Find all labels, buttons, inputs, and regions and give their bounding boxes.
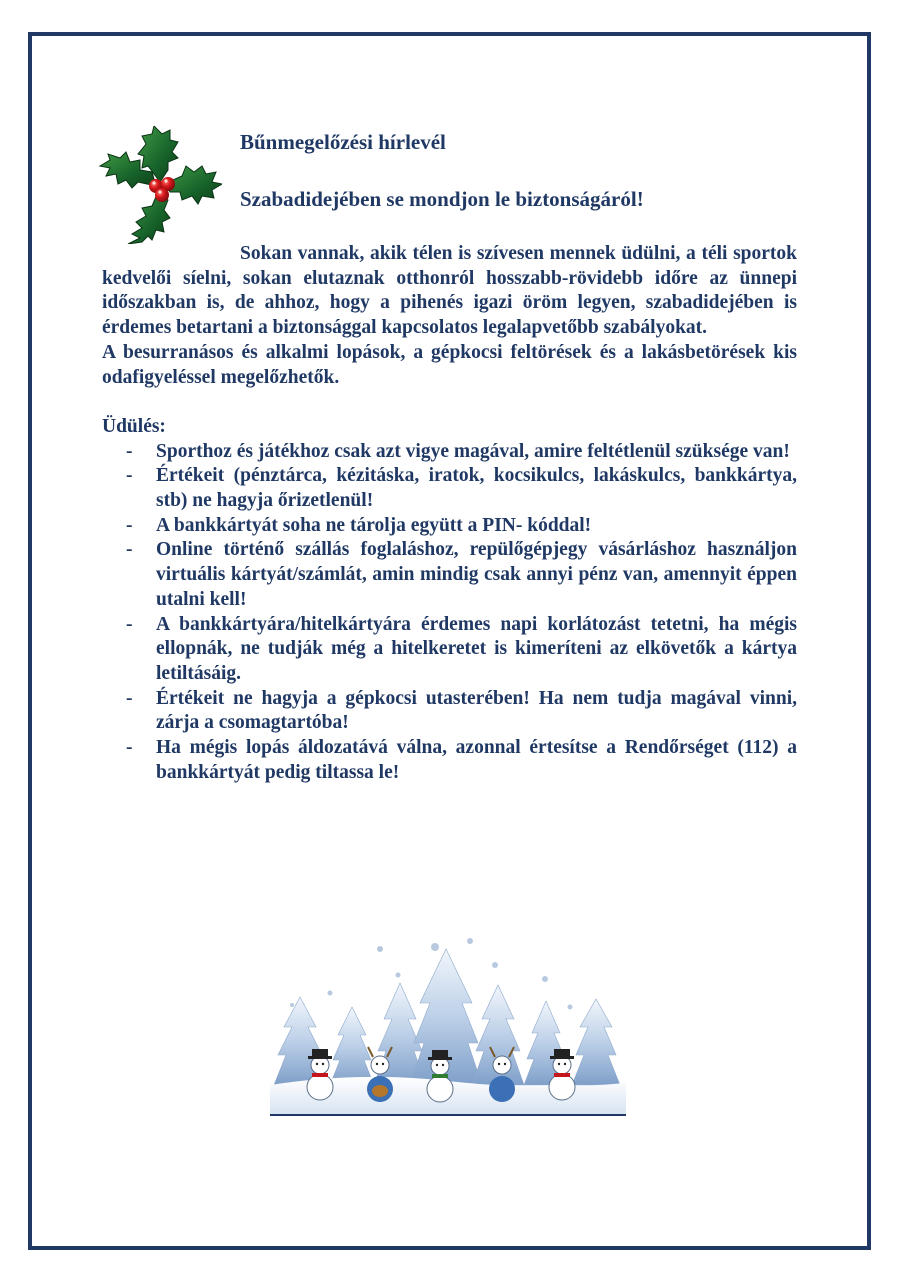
bullet-dash: - xyxy=(126,539,133,561)
holly-illustration xyxy=(98,126,222,244)
bullet-dash: - xyxy=(126,514,133,536)
intro-paragraph: Sokan vannak, akik télen is szívesen mennek üdülni, a téli sportok kedvelői síelni, sokan elutaznak otthonról hosszabb-rövidebb időre az ünnepi időszakban is, de ahhoz, hogy a pihenés igazi öröm legyen, szabadidejében is érdemes betartani a biztonsággal kapcsolatos legalapvetőbb szabályokat. xyxy=(102,243,797,339)
newsletter-title: Bűnmegelőzési hírlevél xyxy=(240,130,446,154)
snowmen-winter-illustration xyxy=(270,935,626,1117)
section-heading: Üdülés: xyxy=(102,415,166,437)
newsletter-body xyxy=(102,242,797,785)
tip-text: Online történő szállás foglaláshoz, repülőgépjegy vásárláshoz használjon virtuális kártyát/számlát, amin mindig csak annyi pénz van, amennyit éppen utalni kell! xyxy=(156,539,797,610)
tip-text: Értékeit (pénztárca, kézitáska, iratok, kocsikulcs, lakáskulcs, bankkártya, stb) ne hagyja őrizetlenül! xyxy=(156,465,797,512)
newsletter-subtitle: Szabadidejében se mondjon le biztonságáról! xyxy=(240,187,644,211)
list-item xyxy=(102,736,797,785)
tip-text: Értékeit ne hagyja a gépkocsi utasterében! Ha nem tudja magával vinni, zárja a csomagtartóba! xyxy=(156,687,797,734)
list-item xyxy=(102,687,797,736)
tip-text: Ha mégis lopás áldozatává válna, azonnal értesítse a Rendőrséget (112) a bankkártyát pedig tiltassa le! xyxy=(156,737,797,783)
bullet-dash: - xyxy=(126,613,133,635)
tip-text: Sporthoz és játékhoz csak azt vigye magával, amire feltétlenül szüksége van! xyxy=(156,440,790,462)
paragraph-spacer xyxy=(102,390,797,415)
tip-text: A bankkártyát soha ne tárolja együtt a PIN- kóddal! xyxy=(156,514,592,536)
list-item xyxy=(102,538,797,612)
list-item xyxy=(102,440,797,465)
bullet-dash: - xyxy=(126,687,133,709)
list-item xyxy=(102,613,797,687)
list-item xyxy=(102,464,797,513)
list-item xyxy=(102,514,797,539)
tips-list xyxy=(102,440,797,786)
bullet-dash: - xyxy=(126,440,133,462)
tip-text: A bankkártyára/hitelkártyára érdemes napi korlátozást tetetni, ha mégis ellopnák, ne tudják még a hitelkeretet is kimeríteni az elkövetők a kártya letiltásáig. xyxy=(156,613,797,684)
bullet-dash: - xyxy=(126,465,133,487)
prevention-paragraph: A besurranásos és alkalmi lopások, a gépkocsi feltörések és a lakásbetörések kis odafigyeléssel megelőzhetők. xyxy=(102,341,797,388)
bullet-dash: - xyxy=(126,737,133,759)
